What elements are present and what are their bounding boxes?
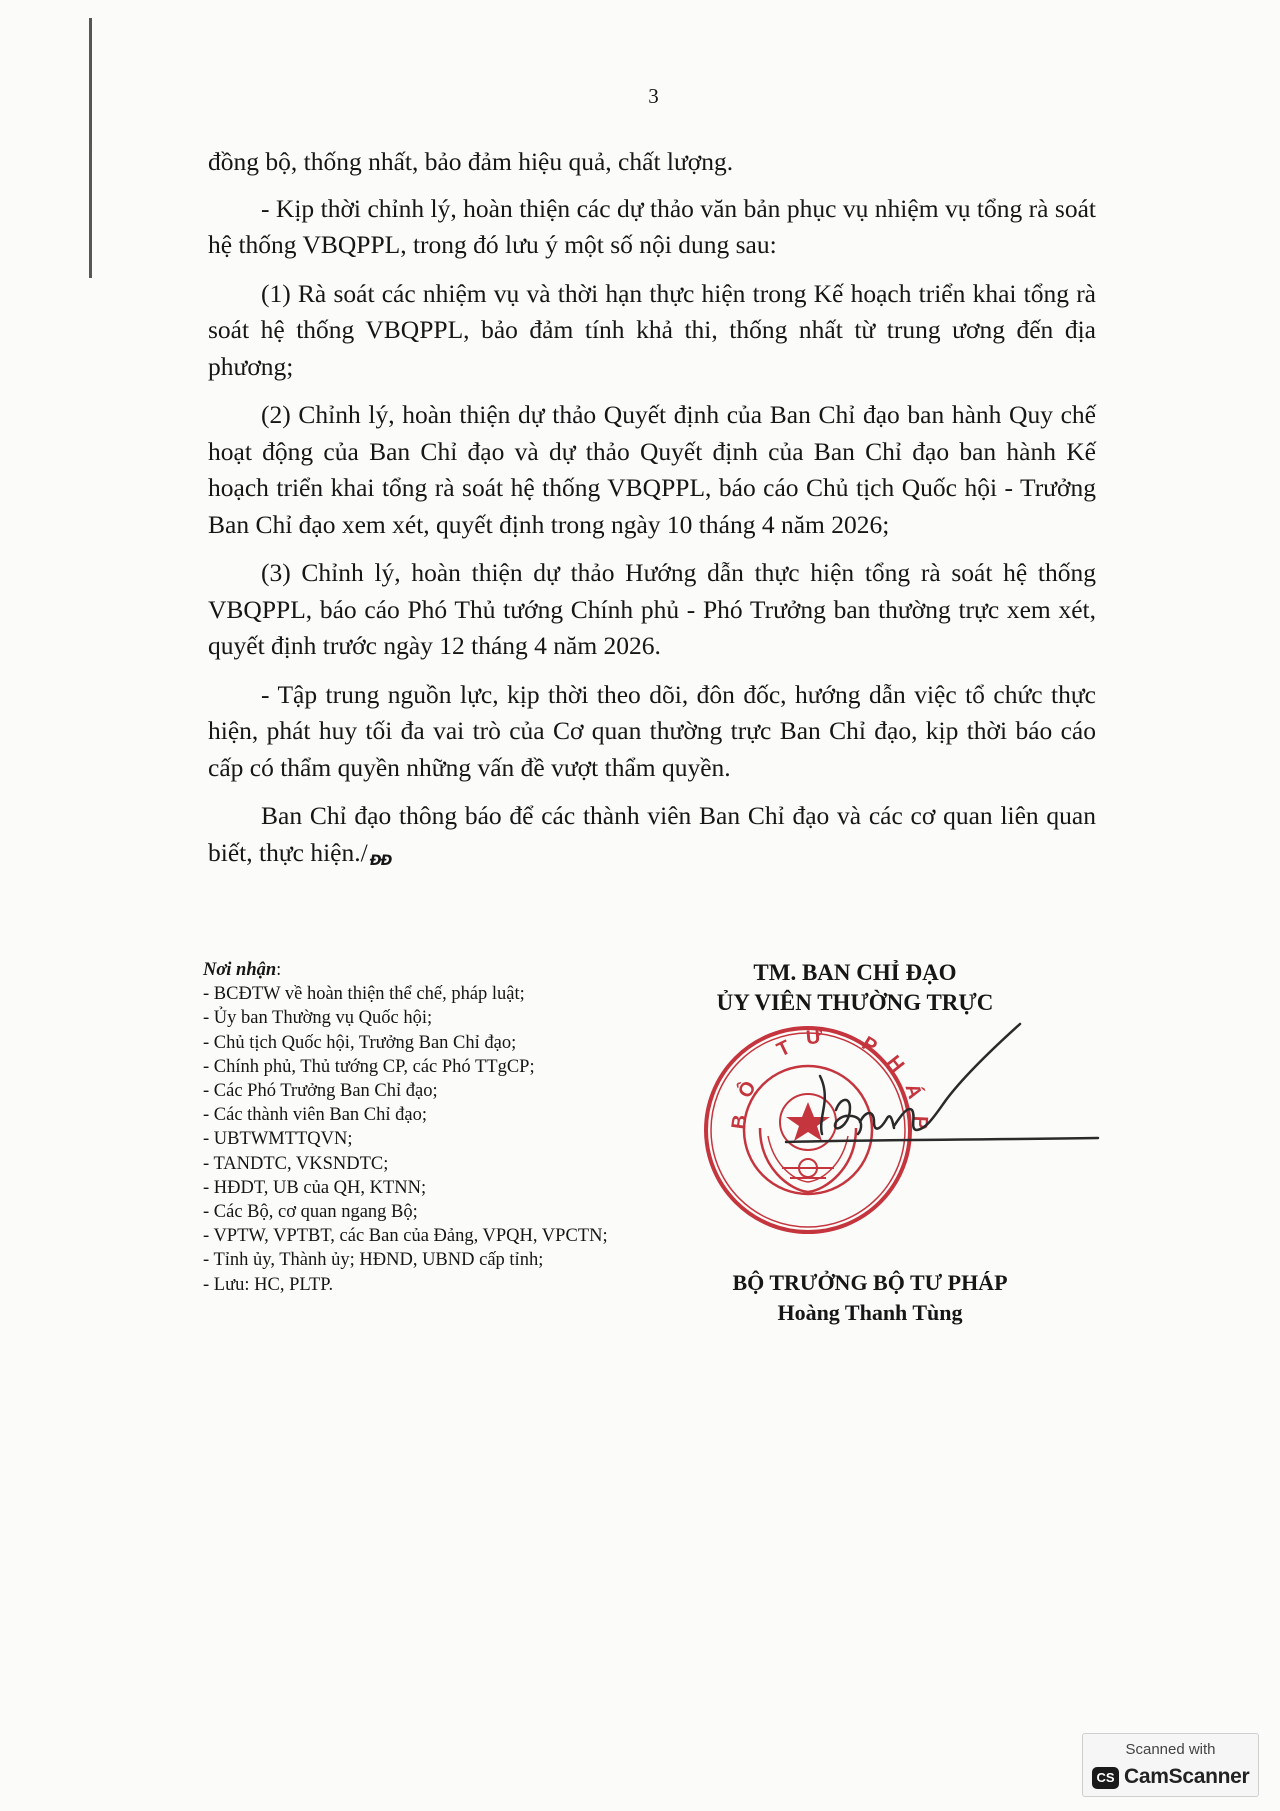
paragraph-item-2: (2) Chỉnh lý, hoàn thiện dự thảo Quyết định của Ban Chỉ đạo ban hành Quy chế hoạt động của Ban Chỉ đạo và dự thảo Quyết định của Ban Chỉ đạo ban hành Kế hoạch triển khai tổng rà soát hệ thống VBQPPL, báo cáo Chủ tịch Quốc hội - Trưởng Ban Chỉ đạo xem xét, quyết định trong ngày 10 tháng 4 năm 2026; (208, 400, 1096, 539)
signer-block (680, 1268, 1060, 1328)
paragraph-item-3: (3) Chỉnh lý, hoàn thiện dự thảo Hướng dẫn thực hiện tổng rà soát hệ thống VBQPPL, báo cáo Phó Thủ tướng Chính phủ - Phó Trưởng ban thường trực xem xét, quyết định trước ngày 12 tháng 4 năm 2026. (208, 558, 1096, 660)
seal-and-signature (690, 1018, 1100, 1238)
recipient-item: - Ủy ban Thường vụ Quốc hội; (203, 1008, 433, 1029)
paragraph-drafts: - Kịp thời chỉnh lý, hoàn thiện các dự thảo văn bản phục vụ nhiệm vụ tổng rà soát hệ thống VBQPPL, trong đó lưu ý một số nội dung sau: (208, 193, 1096, 259)
recipients-heading (203, 958, 673, 982)
badge-caption: Scanned with (1125, 1741, 1216, 1758)
signature-header (660, 958, 1050, 1018)
signer-name: Hoàng Thanh Tùng (777, 1300, 963, 1325)
recipient-item: - Chủ tịch Quốc hội, Trưởng Ban Chỉ đạo; (203, 1032, 517, 1053)
official-seal-svg (690, 1018, 1100, 1238)
recipients-block (203, 958, 673, 1297)
paragraph-resources: - Tập trung nguồn lực, kịp thời theo dõi, đôn đốc, hướng dẫn việc tổ chức thực hiện, phát huy tối đa vai trò của Cơ quan thường trực Ban Chỉ đạo, kịp thời báo cáo cấp có thẩm quyền những vấn đề vượt thẩm quyền. (208, 679, 1096, 782)
paragraph-continuation: đồng bộ, thống nhất, bảo đảm hiệu quả, chất lượng. (208, 147, 734, 176)
badge-brand: CamScanner (1124, 1765, 1250, 1788)
recipients-colon: : (276, 960, 282, 980)
scan-edge-line (91, 18, 92, 148)
recipient-item: - UBTWMTTQVN; (203, 1129, 353, 1150)
paragraph-closing (208, 798, 1096, 879)
recipient-item: - Chính phủ, Thủ tướng CP, các Phó TTgCP; (203, 1056, 535, 1077)
signature-title-line1: TM. BAN CHỈ ĐẠO (753, 960, 957, 985)
page-number: 3 (648, 84, 659, 108)
camscanner-badge (1082, 1733, 1259, 1797)
recipient-item: - Tỉnh ủy, Thành ủy; HĐND, UBND cấp tỉnh; (203, 1250, 544, 1271)
paragraph-item-1: (1) Rà soát các nhiệm vụ và thời hạn thực hiện trong Kế hoạch triển khai tổng rà soát hệ thống VBQPPL, bảo đảm tính khả thi, thống nhất từ trung ương đến địa phương; (208, 278, 1096, 381)
signature-title-line2: ỦY VIÊN THƯỜNG TRỰC (716, 990, 994, 1015)
seal-text-path: BỘ TƯ PHÁP (727, 1024, 932, 1146)
recipient-item: - Các thành viên Ban Chỉ đạo; (203, 1105, 428, 1126)
recipient-item: - BCĐTW về hoàn thiện thể chế, pháp luật; (203, 984, 525, 1005)
recipient-item: - VPTW, VPTBT, các Ban của Đảng, VPQH, VPCTN; (203, 1226, 608, 1247)
signer-role: BỘ TRƯỞNG BỘ TƯ PHÁP (732, 1270, 1008, 1295)
official-seal (706, 1025, 932, 1232)
handwritten-initials: ĐĐ (369, 852, 392, 869)
recipient-item: - Các Phó Trưởng Ban Chỉ đạo; (203, 1081, 438, 1102)
recipient-item: - HĐDT, UB của QH, KTNN; (203, 1177, 427, 1198)
closing-text: Ban Chỉ đạo thông báo để các thành viên Ban Chỉ đạo và các cơ quan liên quan biết, thực hiện./ (208, 801, 1096, 867)
recipients-title: Nơi nhận (203, 960, 277, 980)
recipient-item: - Các Bộ, cơ quan ngang Bộ; (203, 1202, 418, 1223)
document-body (208, 144, 1096, 891)
recipients-list (203, 982, 673, 1297)
camscanner-logo-icon: CS (1092, 1767, 1119, 1789)
recipient-item: - Lưu: HC, PLTP. (203, 1274, 334, 1295)
recipient-item: - TANDTC, VKSNDTC; (203, 1153, 389, 1174)
